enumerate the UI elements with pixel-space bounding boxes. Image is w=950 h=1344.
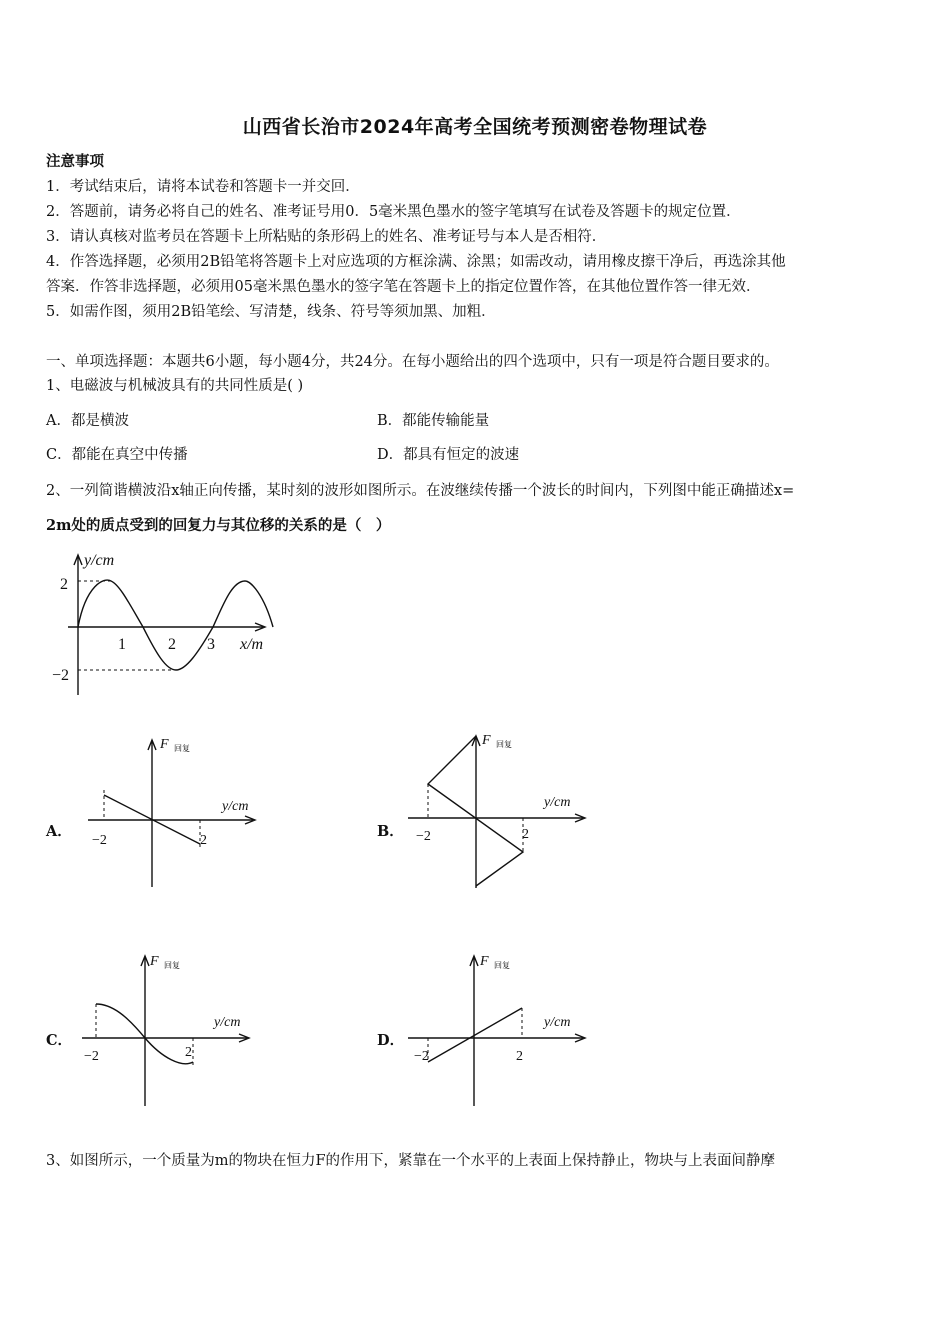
axis-f-sub: 回复 (174, 744, 190, 753)
option-c-graph (82, 950, 262, 1110)
notice-item: 5．如需作图，须用2B铅笔绘、写清楚，线条、符号等须加黑、加粗． (46, 304, 496, 320)
q1-option-b: B．都能传输能量 (377, 413, 490, 429)
wave-tick-x: 2 (168, 636, 176, 653)
wave-ylabel: y/cm (84, 552, 115, 569)
q1-option-d: D．都具有恒定的波速 (377, 447, 520, 463)
axis-f-label: F (482, 733, 491, 748)
tick-pos: 2 (522, 827, 529, 842)
wave-xlabel: x/m (240, 636, 264, 653)
q2-option-d-label: D． (377, 1032, 405, 1049)
wave-tick-x: 1 (118, 636, 126, 653)
notice-item: 答案．作答非选择题，必须用05毫米黑色墨水的签字笔在答题卡上的指定位置作答，在其他位置作答一律无效． (46, 279, 761, 295)
option-d-graph (408, 950, 598, 1110)
q1-stem: 1、电磁波与机械波具有的共同性质是( ) (46, 378, 304, 394)
axis-f-label: F (480, 954, 489, 969)
tick-pos: 2 (185, 1045, 192, 1060)
tick-neg: −2 (92, 833, 107, 848)
tick-neg: −2 (414, 1049, 429, 1064)
tick-pos: 2 (516, 1049, 523, 1064)
wave-tick-y: −2 (52, 667, 70, 684)
wave-figure (48, 545, 288, 700)
axis-y-label: y/cm (222, 799, 249, 814)
tick-neg: −2 (416, 829, 431, 844)
tick-neg: −2 (84, 1049, 99, 1064)
tick-pos: 2 (200, 833, 207, 848)
wave-tick-y: 2 (60, 576, 68, 593)
notice-item: 2．答题前，请务必将自己的姓名、准考证号用0．5毫米黑色墨水的签字笔填写在试卷及答题卡的规定位置． (46, 204, 741, 220)
notice-item: 3．请认真核对监考员在答题卡上所粘贴的条形码上的姓名、准考证号与本人是否相符． (46, 229, 607, 245)
axis-f-sub: 回复 (496, 740, 512, 749)
notice-item: 4．作答选择题，必须用2B铅笔将答题卡上对应选项的方框涂满、涂黑；如需改动，请用橡皮擦干净后，再选涂其他 (46, 254, 786, 270)
axis-y-label: y/cm (544, 1015, 571, 1030)
wave-tick-x: 3 (207, 636, 215, 653)
option-b-graph (408, 728, 598, 893)
page-title: 山西省长治市2024年高考全国统考预测密卷物理试卷 (242, 116, 708, 138)
q1-option-a: A．都是横波 (46, 413, 129, 429)
q3-stem: 3、如图所示，一个质量为m的物块在恒力F的作用下，紧靠在一个水平的上表面上保持静止，物块与上表面间静摩 (46, 1153, 776, 1169)
q2-option-b-label: B． (377, 823, 404, 840)
axis-f-sub: 回复 (494, 961, 510, 970)
notice-item: 1．考试结束后，请将本试卷和答题卡一并交回． (46, 179, 360, 195)
q2-stem-line1: 2、一列简谐横波沿x轴正向传播，某时刻的波形如图所示。在波继续传播一个波长的时间内，下列图中能正确描述x= (46, 483, 795, 499)
axis-f-label: F (160, 737, 169, 752)
q1-option-c: C．都能在真空中传播 (46, 447, 188, 463)
axis-f-label: F (150, 954, 159, 969)
axis-y-label: y/cm (214, 1015, 241, 1030)
axis-f-sub: 回复 (164, 961, 180, 970)
q2-option-a-label: A． (46, 823, 72, 840)
notice-heading: 注意事项 (46, 153, 104, 170)
q2-stem-line2: 2m处的质点受到的回复力与其位移的关系的是（ ） (46, 517, 391, 534)
option-a-graph (88, 732, 268, 892)
section-heading: 一、单项选择题：本题共6小题，每小题4分，共24分。在每小题给出的四个选项中，只有一项是符合题目要求的。 (46, 354, 779, 370)
q2-option-c-label: C． (46, 1032, 73, 1049)
axis-y-label: y/cm (544, 795, 571, 810)
